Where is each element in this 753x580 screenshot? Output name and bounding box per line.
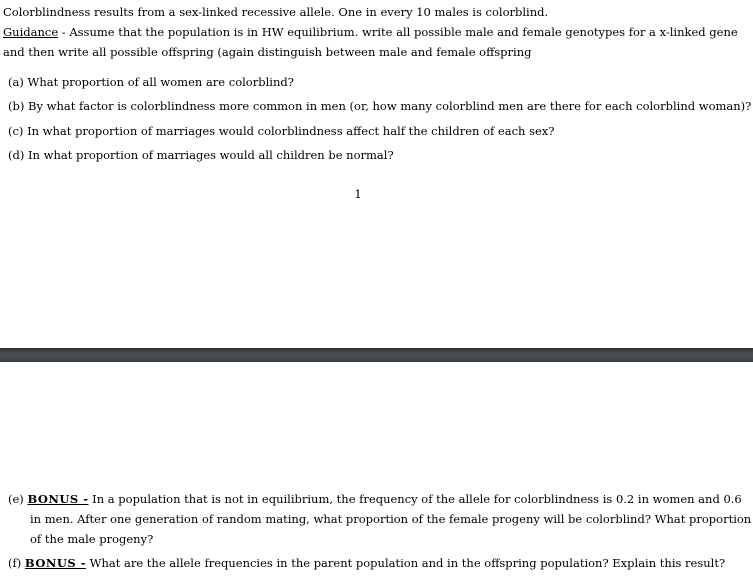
question-text: In what proportion of marriages would all children be normal? [28,148,394,162]
question-label: (f) [8,556,22,570]
question-b [8,96,751,116]
bonus-e-line-3: of the male progeny? [30,532,154,546]
guidance-line-2: and then write all possible offspring (again distinguish between male and female offspring [3,45,532,59]
question-a [8,72,294,92]
question-text: By what factor is colorblindness more common in men (or, how many colorblind men are there for each colorblind woman)? [28,99,752,113]
bonus-e-line-1 [8,489,742,509]
question-label: (e) [8,492,24,506]
question-text: In what proportion of marriages would colorblindness affect half the children of each sex? [27,124,555,138]
question-c [8,121,554,141]
question-label: (d) [8,148,25,162]
document-page-2 [0,362,753,580]
page-number: 1 [354,187,362,201]
guidance-line-1 [3,22,738,42]
bonus-e-line-2: in men. After one generation of random mating, what proportion of the female progeny will be colorblind? What proportion [30,512,752,526]
bonus-f-line-1 [8,553,725,573]
page-separator [0,348,753,362]
question-label: (a) [8,75,24,89]
question-label: (c) [8,124,24,138]
question-label: (b) [8,99,25,113]
bonus-label: BONUS - [24,556,86,570]
question-text: What proportion of all women are colorblind? [27,75,294,89]
intro-text: Colorblindness results from a sex-linked recessive allele. One in every 10 males is colorblind. [3,5,549,19]
bonus-label: BONUS - [27,492,89,506]
guidance-label: Guidance [3,25,59,39]
bonus-f-text-1: What are the allele frequencies in the parent population and in the offspring population? Explain this result? [85,556,726,570]
bonus-e-text-1: In a population that is not in equilibrium, the frequency of the allele for colorblindness is 0.2 in women and 0.6 [88,492,742,506]
guidance-text-1: - Assume that the population is in HW equilibrium. write all possible male and female genotypes for a x-linked gene [58,25,738,39]
question-d [8,145,394,165]
